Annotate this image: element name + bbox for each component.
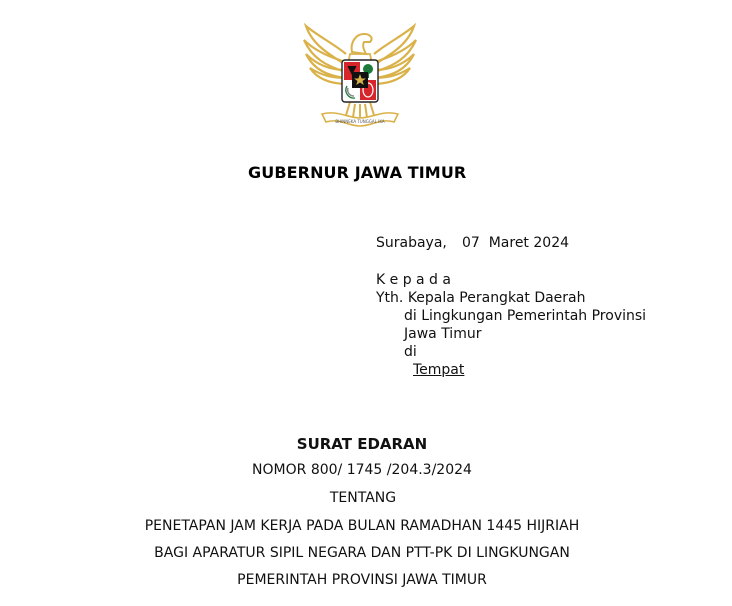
circular-subject-line: BAGI APARATUR SIPIL NEGARA DAN PTT-PK DI LINGKUNGAN [154, 545, 570, 561]
garuda-emblem-icon [298, 14, 422, 138]
circular-heading: SURAT EDARAN [296, 435, 428, 453]
addressee-line: Jawa Timur [404, 326, 482, 342]
date-city: Surabaya, [376, 235, 447, 251]
date-value: 07 Maret 2024 [462, 235, 570, 251]
garuda-emblem [298, 14, 422, 138]
addressee-line: di Lingkungan Pemerintah Provinsi [404, 308, 647, 324]
addressee-place: Tempat [413, 362, 465, 378]
emblem-motto: BHINNEKA TUNGGAL IKA [335, 119, 385, 124]
addressee-kepada: K e p a d a [376, 272, 451, 288]
addressee-line: di [404, 344, 417, 360]
circular-subject-line: PENETAPAN JAM KERJA PADA BULAN RAMADHAN 1445 HIJRIAH [144, 518, 580, 534]
circular-number: NOMOR 800/ 1745 /204.3/2024 [252, 462, 472, 478]
addressee-line: Yth. Kepala Perangkat Daerah [376, 290, 586, 306]
circular-about-label: TENTANG [329, 490, 397, 506]
circular-subject-line: PEMERINTAH PROVINSI JAWA TIMUR [237, 572, 487, 588]
issuer-title: GUBERNUR JAWA TIMUR [248, 163, 467, 182]
